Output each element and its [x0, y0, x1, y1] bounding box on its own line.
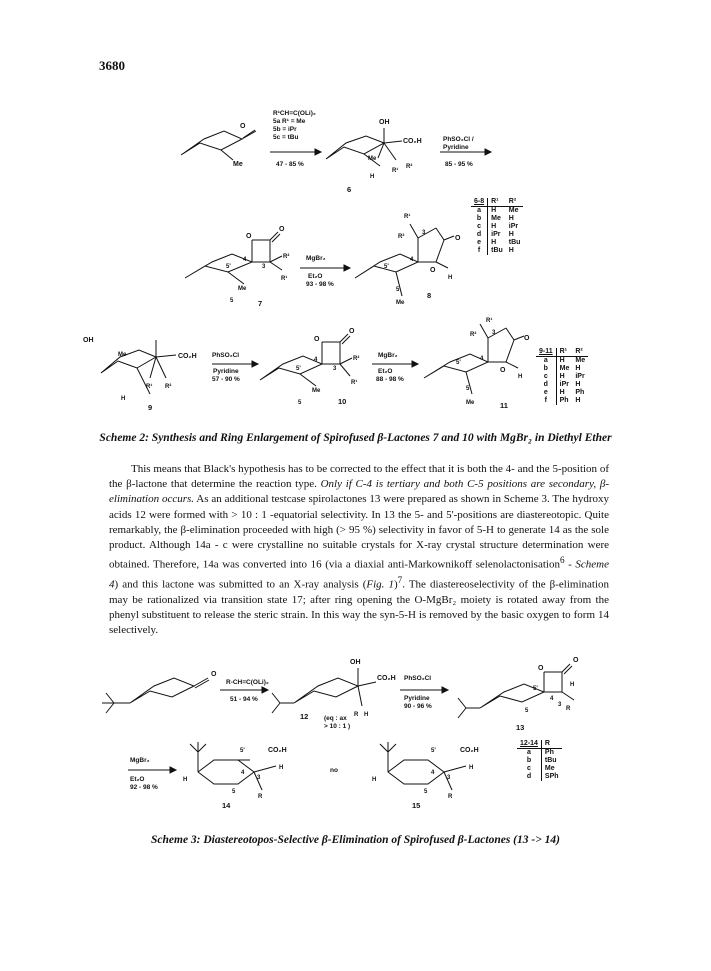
svg-text:O: O — [246, 233, 252, 240]
table-row: d iPr H — [471, 231, 523, 239]
svg-text:Me: Me — [396, 300, 405, 306]
svg-text:R¹: R¹ — [392, 168, 399, 174]
svg-text:3: 3 — [558, 702, 562, 708]
svg-text:H: H — [364, 712, 369, 718]
svg-text:O: O — [430, 267, 436, 274]
table-row: b Me H — [536, 365, 588, 373]
svg-text:3: 3 — [333, 366, 337, 372]
compound-label-6: 6 — [347, 185, 352, 194]
svg-text:R: R — [354, 712, 359, 718]
yield-3: 93 - 98 % — [306, 281, 334, 288]
svg-text:5: 5 — [396, 287, 400, 293]
svg-text:5: 5 — [466, 386, 470, 392]
svg-text:5': 5' — [384, 264, 389, 270]
table-header: R² — [506, 198, 524, 207]
svg-text:4: 4 — [480, 356, 484, 362]
svg-text:O: O — [279, 226, 285, 233]
svg-text:3: 3 — [492, 330, 496, 336]
svg-text:Me: Me — [466, 400, 475, 406]
table-row: a Ph — [517, 749, 562, 758]
yield-7: 90 - 96 % — [404, 703, 432, 710]
svg-text:Me: Me — [368, 156, 377, 162]
svg-text:R²: R² — [398, 234, 405, 240]
svg-text:4: 4 — [410, 257, 414, 263]
table-header: 6-8 — [471, 198, 488, 207]
table-row: e H Ph — [536, 389, 588, 397]
reagent-enolate-2: R-CH=C(OLi)₂ — [226, 679, 269, 686]
svg-text:CO₂H: CO₂H — [403, 138, 422, 145]
svg-text:O: O — [455, 235, 461, 242]
svg-text:3: 3 — [422, 230, 426, 236]
reagent-pyridine-2: Pyridine — [213, 368, 239, 375]
svg-text:5': 5' — [431, 748, 436, 754]
svg-text:4: 4 — [243, 257, 247, 263]
svg-text:Me: Me — [118, 352, 127, 358]
svg-text:H: H — [570, 682, 575, 688]
svg-text:R: R — [566, 706, 571, 712]
svg-text:4: 4 — [241, 770, 245, 776]
reagent-mgbr2-3: MgBr₂ — [130, 757, 150, 764]
compound-label-10: 10 — [338, 397, 347, 406]
reagent-et2o: Et₂O — [308, 273, 323, 280]
svg-text:R²: R² — [165, 384, 172, 390]
svg-text:R²: R² — [353, 356, 360, 362]
svg-text:H: H — [121, 396, 126, 402]
table-header: 9-11 — [536, 348, 556, 357]
table-row: c Me — [517, 765, 562, 773]
svg-text:5': 5' — [296, 366, 301, 372]
svg-text:R¹: R¹ — [351, 380, 358, 386]
svg-text:OH: OH — [379, 119, 390, 126]
reagent-et2o-2: Et₂O — [378, 368, 393, 375]
svg-text:OH: OH — [350, 659, 361, 666]
svg-text:5: 5 — [232, 789, 236, 795]
reagent-5b: 5b = iPr — [273, 126, 297, 133]
table-row: c H iPr — [471, 223, 523, 231]
svg-text:R¹: R¹ — [486, 318, 493, 324]
svg-text:4: 4 — [431, 770, 435, 776]
table-row: d SPh — [517, 773, 562, 781]
yield-1: 47 - 85 % — [276, 161, 304, 168]
table-12-14 — [517, 740, 562, 781]
selectivity-label: (eq : ax — [324, 715, 347, 722]
reagent-5c: 5c = tBu — [273, 134, 299, 141]
reagent-enolate: R¹CH=C(OLi)₂ — [273, 110, 316, 117]
svg-text:H: H — [372, 777, 377, 783]
table-row: e H tBu — [471, 239, 523, 247]
body-paragraph: This means that Black's hypothesis has to be corrected to the effect that it is both the 4- and the 5-position of the β-lactone that determine the reaction type. Only if C-4 is tertiary and both C-5 positions are secondary, β-elimination occurs. As an additional testcase spirolactones 13 were prepared as shown in Scheme 3. The hydroxy acids 12 were formed with > 10 : 1 -equatorial selectivity. In 13 the 5- and 5'-positions are diastereotopic. Quite remarkably, the β-elimination proceeded with high (> 95 %) selectivity in favor of 5-H to generate 14 as the sole product. Although 14a - c were crystalline no suitable crystals for X-ray crystal structure determination were obtained. Therefore, 14a was converted into 16 (via a diaxial anti-Markownikoff selenolactonisation$^6$ - Scheme 4) and this lactone was submitted to an X-ray analysis (Fig. 1)$^7$. The diastereoselectivity of the β-elimination may be rationalized via transition state 17; after ring opening the O-MgBr₂ moiety is rotated away from the phenyl substituent to release the steric strain. In this way the syn-5-H is removed by the basic oxygen to form 14 selectively. — [109, 463, 609, 637]
table-row: c H iPr — [536, 373, 588, 381]
svg-text:4: 4 — [550, 696, 554, 702]
table-row: f tBu H — [471, 247, 523, 255]
svg-text:CO₂H: CO₂H — [178, 353, 197, 360]
table-row: d iPr H — [536, 381, 588, 389]
svg-text:5: 5 — [230, 298, 234, 304]
table-header: R — [541, 740, 561, 749]
reagent-phso2cl-2: PhSO₂Cl — [212, 352, 240, 359]
svg-text:Me: Me — [238, 286, 247, 292]
svg-text:O: O — [573, 657, 579, 664]
table-row: b tBu — [517, 757, 562, 765]
page-number: 3680 — [99, 58, 125, 73]
table-header: R¹ — [488, 198, 506, 207]
svg-text:4: 4 — [314, 357, 318, 363]
compound-label-13: 13 — [516, 723, 525, 732]
svg-text:5: 5 — [424, 789, 428, 795]
reagent-mgbr2: MgBr₂ — [306, 255, 326, 262]
svg-text:R²: R² — [470, 332, 477, 338]
compound-label-7: 7 — [258, 299, 263, 308]
svg-text:5': 5' — [533, 686, 538, 692]
svg-text:O: O — [500, 367, 506, 374]
reagent-phso2cl-3: PhSO₂Cl — [404, 675, 432, 682]
svg-text:R²: R² — [406, 164, 413, 170]
svg-text:O: O — [349, 328, 355, 335]
svg-text:R²: R² — [283, 254, 290, 260]
table-row: a H Me — [536, 357, 588, 366]
selectivity-value: > 10 : 1 ) — [324, 723, 351, 730]
reagent-phso2cl: PhSO₂Cl / — [443, 136, 474, 143]
svg-text:3: 3 — [262, 264, 266, 270]
compound-label-15: 15 — [412, 801, 421, 810]
svg-text:OH: OH — [83, 337, 94, 344]
svg-text:H: H — [469, 765, 474, 771]
svg-text:Me: Me — [312, 388, 321, 394]
table-header: R¹ — [556, 348, 572, 357]
svg-text:R: R — [448, 794, 453, 800]
svg-text:CO₂H: CO₂H — [377, 675, 396, 682]
svg-text:5: 5 — [525, 708, 529, 714]
reagent-et2o-3: Et₂O — [130, 776, 145, 783]
table-row: b Me H — [471, 215, 523, 223]
svg-text:H: H — [279, 765, 284, 771]
reagent-5a: 5a R¹ = Me — [273, 118, 306, 125]
svg-text:5': 5' — [240, 748, 245, 754]
yield-6: 51 - 94 % — [230, 696, 258, 703]
compound-label-8: 8 — [427, 291, 432, 300]
table-row: a H Me — [471, 207, 523, 216]
table-header: R² — [572, 348, 588, 357]
svg-text:5': 5' — [456, 360, 461, 366]
svg-text:O: O — [538, 665, 544, 672]
svg-text:O: O — [240, 123, 246, 130]
svg-text:H: H — [448, 275, 453, 281]
svg-text:CO₂H: CO₂H — [268, 747, 287, 754]
svg-text:Me: Me — [233, 161, 243, 168]
compound-label-11: 11 — [500, 401, 508, 410]
svg-text:O: O — [314, 336, 320, 343]
svg-text:O: O — [211, 671, 217, 678]
svg-text:5: 5 — [298, 400, 302, 406]
reagent-pyridine: Pyridine — [443, 144, 469, 151]
compound-label-12: 12 — [300, 712, 309, 721]
table-header: 12-14 — [517, 740, 541, 749]
svg-text:H: H — [370, 174, 375, 180]
scheme-3-caption: Scheme 3: Diastereotopos-Selective β-Elimination of Spirofused β-Lactones (13 -> 14) — [151, 834, 560, 846]
svg-text:3: 3 — [447, 775, 451, 781]
no-label: no — [330, 767, 338, 774]
compound-label-14: 14 — [222, 801, 231, 810]
compound-label-9: 9 — [148, 403, 153, 412]
svg-text:R¹: R¹ — [281, 276, 288, 282]
reagent-pyridine-3: Pyridine — [404, 695, 430, 702]
svg-text:5': 5' — [226, 264, 231, 270]
svg-text:R: R — [258, 794, 263, 800]
scheme-2-caption: Scheme 2: Synthesis and Ring Enlargement of Spirofused β-Lactones 7 and 10 with MgBr₂ in Diethyl Ether — [99, 432, 612, 444]
yield-2: 85 - 95 % — [445, 161, 473, 168]
yield-8: 92 - 98 % — [130, 784, 158, 791]
svg-text:O: O — [524, 335, 530, 342]
table-row: f Ph H — [536, 397, 588, 405]
svg-text:3: 3 — [257, 775, 261, 781]
svg-text:R¹: R¹ — [146, 384, 153, 390]
yield-4: 57 - 90 % — [212, 376, 240, 383]
svg-text:H: H — [183, 777, 188, 783]
reagent-mgbr2-2: MgBr₂ — [378, 352, 398, 359]
svg-text:CO₂H: CO₂H — [460, 747, 479, 754]
svg-text:R¹: R¹ — [404, 214, 411, 220]
yield-5: 88 - 98 % — [376, 376, 404, 383]
svg-text:H: H — [518, 374, 523, 380]
